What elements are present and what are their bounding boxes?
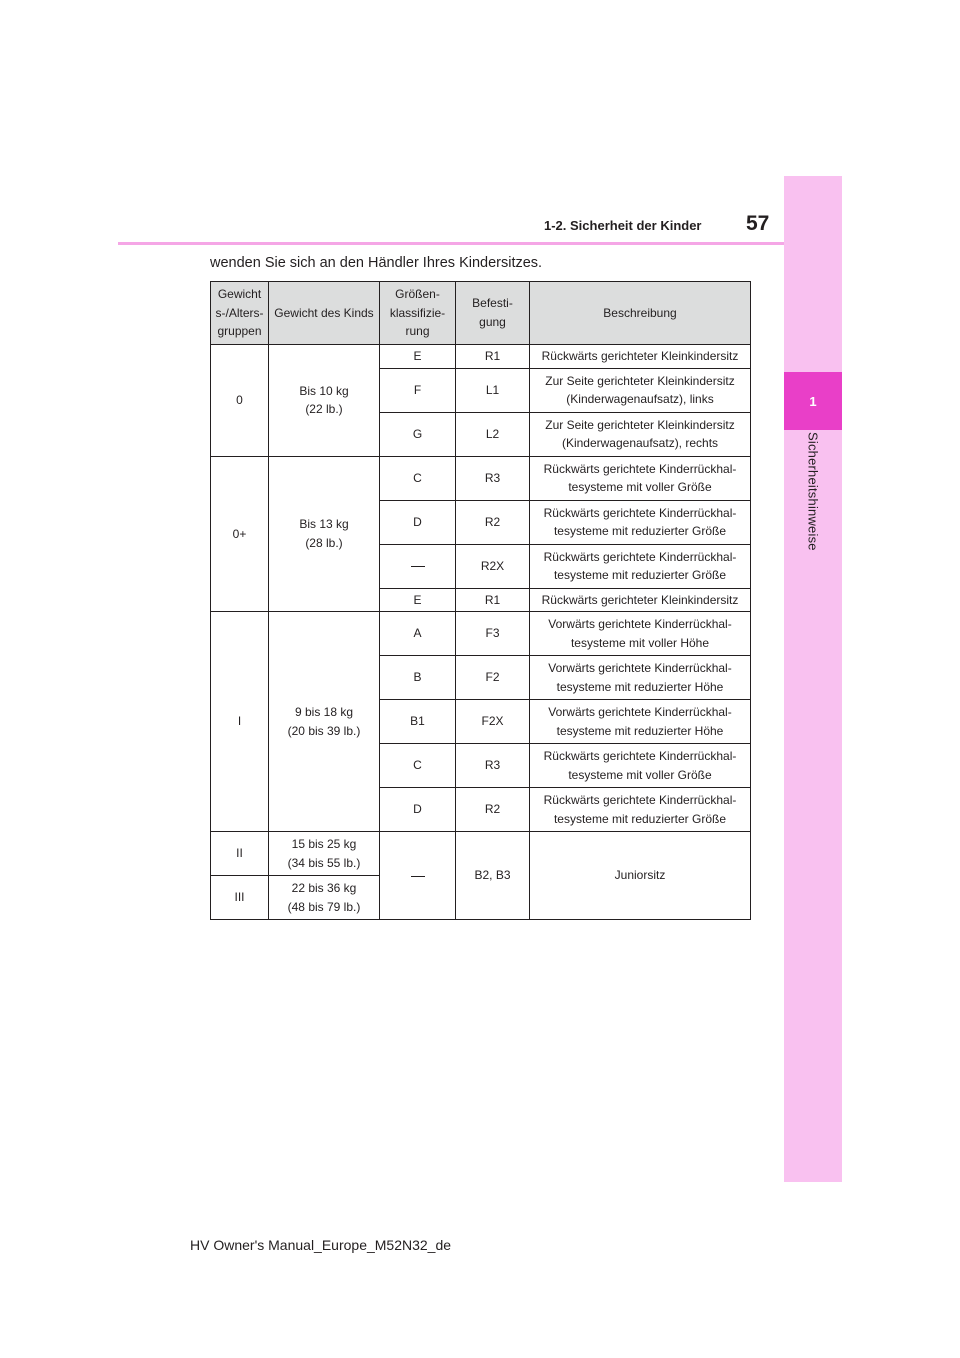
cell-size: E — [380, 345, 456, 369]
header-fixture — [456, 282, 530, 345]
desc-line: tesysteme mit reduzierter Größe — [553, 524, 727, 539]
cell-fixture: R2 — [456, 788, 530, 832]
cell-weight — [269, 876, 380, 920]
cell-size: D — [380, 788, 456, 832]
cell-size: B — [380, 656, 456, 700]
desc-line: tesysteme mit voller Höhe — [570, 635, 710, 650]
cell-weight — [269, 832, 380, 876]
cell-size: G — [380, 412, 456, 456]
table-header-row — [211, 282, 751, 345]
desc-line: Vorwärts gerichtete Kinderrückhal- — [548, 705, 732, 720]
footer-manual-id: HV Owner's Manual_Europe_M52N32_de — [190, 1237, 452, 1253]
desc-line: Rückwärts gerichtete Kinderrückhal- — [543, 461, 737, 476]
table-row — [211, 456, 751, 500]
cell-group: 0+ — [211, 456, 269, 612]
desc-line: Zur Seite gerichteter Kleinkindersitz — [545, 373, 735, 388]
cell-group: II — [211, 832, 269, 876]
weight-line: 22 bis 36 kg — [291, 881, 357, 896]
weight-line: 15 bis 25 kg — [291, 837, 357, 852]
desc-line: tesysteme mit voller Größe — [568, 480, 712, 495]
cell-fixture: R1 — [456, 588, 530, 612]
chapter-side-tab — [784, 176, 842, 1182]
cell-fixture: F2 — [456, 656, 530, 700]
desc-line: Vorwärts gerichtete Kinderrückhal- — [548, 661, 732, 676]
child-seat-table — [210, 281, 751, 920]
cell-description — [530, 412, 751, 456]
cell-fixture: R2 — [456, 500, 530, 544]
chapter-number-badge: 1 — [784, 372, 842, 430]
cell-description — [530, 544, 751, 588]
dash-mark — [411, 566, 425, 567]
weight-line: (28 lb.) — [305, 535, 343, 550]
cell-description — [530, 832, 751, 920]
desc-line: tesysteme mit voller Größe — [568, 767, 712, 782]
dash-mark — [411, 876, 425, 877]
cell-fixture: L2 — [456, 412, 530, 456]
weight-line: Bis 10 kg — [299, 383, 349, 398]
cell-fixture: F2X — [456, 700, 530, 744]
header-fixture-line: Befesti- — [472, 296, 513, 311]
cell-size: A — [380, 612, 456, 656]
cell-size-empty — [380, 832, 456, 920]
chapter-title-vertical: Sicherheitshinweise — [805, 432, 821, 551]
cell-fixture: F3 — [456, 612, 530, 656]
desc-line: Rückwärts gerichtete Kinderrückhal- — [543, 549, 737, 564]
header-size-line: rung — [405, 324, 430, 339]
cell-size: F — [380, 368, 456, 412]
weight-line: (48 bis 79 lb.) — [287, 899, 361, 914]
cell-size: E — [380, 588, 456, 612]
cell-fixture: R2X — [456, 544, 530, 588]
weight-line: (34 bis 55 lb.) — [287, 855, 361, 870]
header-weight: Gewicht des Kinds — [269, 282, 380, 345]
cell-description — [530, 700, 751, 744]
header-size-line: klassifizie- — [389, 305, 446, 320]
cell-description — [530, 744, 751, 788]
cell-size: C — [380, 744, 456, 788]
cell-size: D — [380, 500, 456, 544]
header-group-line: gruppen — [217, 324, 262, 339]
cell-description — [530, 788, 751, 832]
desc-line: tesysteme mit reduzierter Höhe — [556, 679, 724, 694]
cell-group: I — [211, 612, 269, 832]
header-rule — [118, 242, 784, 245]
desc-line: tesysteme mit reduzierter Größe — [553, 568, 727, 583]
cell-weight — [269, 456, 380, 612]
desc-line: Juniorsitz — [614, 868, 666, 883]
desc-line: (Kinderwagenaufsatz), rechts — [561, 436, 719, 451]
header-group-line: s-/Alters- — [215, 305, 264, 320]
desc-line: tesysteme mit reduzierter Höhe — [556, 723, 724, 738]
desc-line: Rückwärts gerichteter Kleinkindersitz — [541, 592, 739, 607]
cell-fixture: R3 — [456, 456, 530, 500]
table-row — [211, 612, 751, 656]
header-group — [211, 282, 269, 345]
intro-text: wenden Sie sich an den Händler Ihres Kindersitzes. — [210, 255, 543, 271]
cell-fixture: R1 — [456, 345, 530, 369]
header-fixture-line: gung — [479, 315, 506, 329]
table-row — [211, 832, 751, 876]
cell-description — [530, 500, 751, 544]
weight-line: Bis 13 kg — [299, 517, 349, 532]
desc-line: Rückwärts gerichtete Kinderrückhal- — [543, 749, 737, 764]
desc-line: Rückwärts gerichtete Kinderrückhal- — [543, 793, 737, 808]
cell-size: C — [380, 456, 456, 500]
desc-line: Rückwärts gerichtete Kinderrückhal- — [543, 505, 737, 520]
cell-group: 0 — [211, 345, 269, 457]
weight-line: (20 bis 39 lb.) — [287, 723, 361, 738]
cell-fixture: B2, B3 — [456, 832, 530, 920]
cell-size: B1 — [380, 700, 456, 744]
cell-description — [530, 656, 751, 700]
cell-description — [530, 368, 751, 412]
table-row — [211, 345, 751, 369]
cell-fixture: R3 — [456, 744, 530, 788]
page-number: 57 — [746, 212, 770, 235]
desc-line: Rückwärts gerichteter Kleinkindersitz — [541, 349, 739, 363]
cell-weight — [269, 345, 380, 457]
weight-line: 9 bis 18 kg — [294, 705, 354, 720]
cell-fixture: L1 — [456, 368, 530, 412]
cell-description — [530, 345, 751, 369]
section-title: 1-2. Sicherheit der Kinder — [544, 218, 702, 233]
cell-description — [530, 612, 751, 656]
desc-line: (Kinderwagenaufsatz), links — [566, 392, 714, 407]
cell-description — [530, 456, 751, 500]
cell-description — [530, 588, 751, 612]
weight-line: (22 lb.) — [305, 402, 343, 417]
desc-line: Vorwärts gerichtete Kinderrückhal- — [548, 617, 732, 632]
desc-line: Zur Seite gerichteter Kleinkindersitz — [545, 417, 735, 432]
header-group-line: Gewicht — [217, 287, 262, 302]
cell-group: III — [211, 876, 269, 920]
desc-line: tesysteme mit reduzierter Größe — [553, 811, 727, 826]
header-description: Beschreibung — [530, 282, 751, 345]
cell-size-empty — [380, 544, 456, 588]
header-size — [380, 282, 456, 345]
header-size-line: Größen- — [395, 287, 440, 302]
cell-weight — [269, 612, 380, 832]
